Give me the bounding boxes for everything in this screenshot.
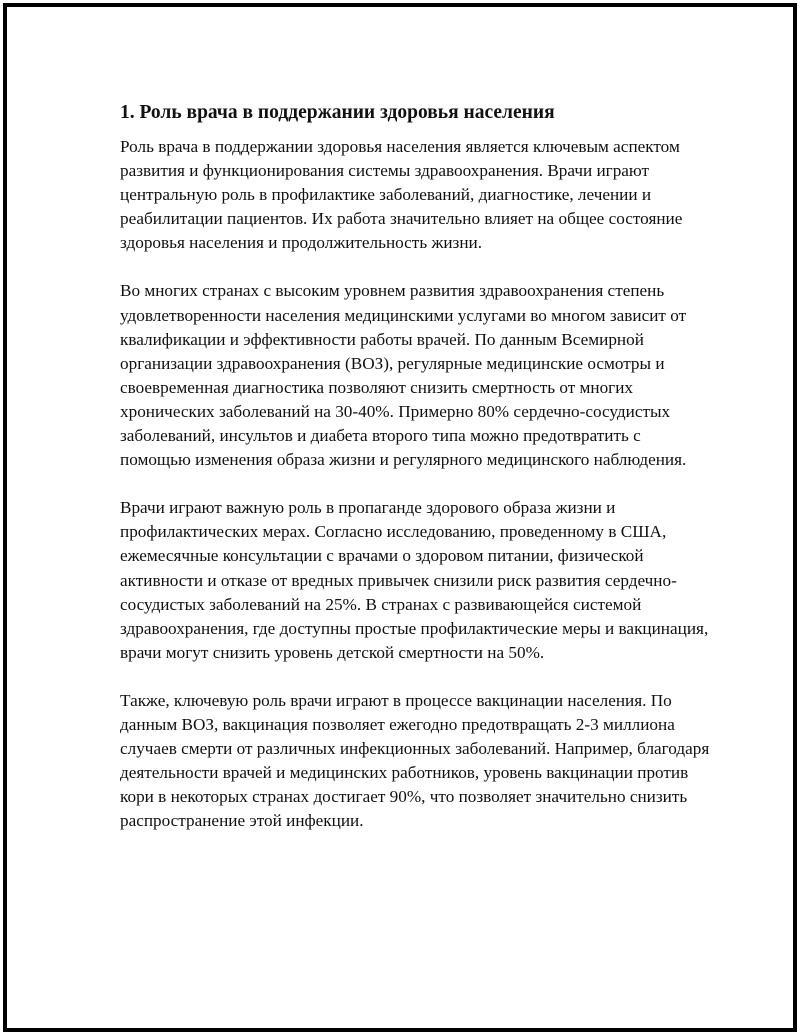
document-body: [120, 100, 710, 857]
page-frame: [3, 3, 797, 1032]
paragraph-4: Также, ключевую роль врачи играют в процессе вакцинации населения. По данным ВОЗ, вакцинация позволяет ежегодно предотвращать 2-3 миллиона случаев смерти от различных инфекционных заболеваний. Например, благодаря деятельности врачей и медицинских работников, уровень вакцинации против кори в некоторых странах достигает 90%, что позволяет значительно снизить распространение этой инфекции.: [120, 690, 710, 831]
section-heading: 1. Роль врача в поддержании здоровья населения: [120, 102, 555, 123]
paragraph-2: Во многих странах с высоким уровнем развития здравоохранения степень удовлетворенности населения медицинскими услугами во многом зависит от квалификации и эффективности работы врачей. По данным Всемирной организации здравоохранения (ВОЗ), регулярные медицинские осмотры и своевременная диагностика позволяют снизить смертность от многих хронических заболеваний на 30-40%. Примерно 80% сердечно-сосудистых заболеваний, инсультов и диабета второго типа можно предотвратить с помощью изменения образа жизни и регулярного медицинского наблюдения.: [120, 281, 687, 470]
paragraph-3: Врачи играют важную роль в пропаганде здорового образа жизни и профилактических мерах. Согласно исследованию, проведенному в США, ежемесячные консультации с врачами о здоровом питании, физической активности и отказе от вредных привычек снизили риск развития сердечно-сосудистых заболеваний на 25%. В странах с развивающейся системой здравоохранения, где доступны простые профилактические меры и вакцинация, врачи могут снизить уровень детской смертности на 50%.: [120, 498, 709, 662]
paragraph-1: Роль врача в поддержании здоровья населения является ключевым аспектом развития и функционирования системы здравоохранения. Врачи играют центральную роль в профилактике заболеваний, диагностике, лечении и реабилитации пациентов. Их работа значительно влияет на общее состояние здоровья населения и продолжительность жизни.: [120, 137, 683, 253]
